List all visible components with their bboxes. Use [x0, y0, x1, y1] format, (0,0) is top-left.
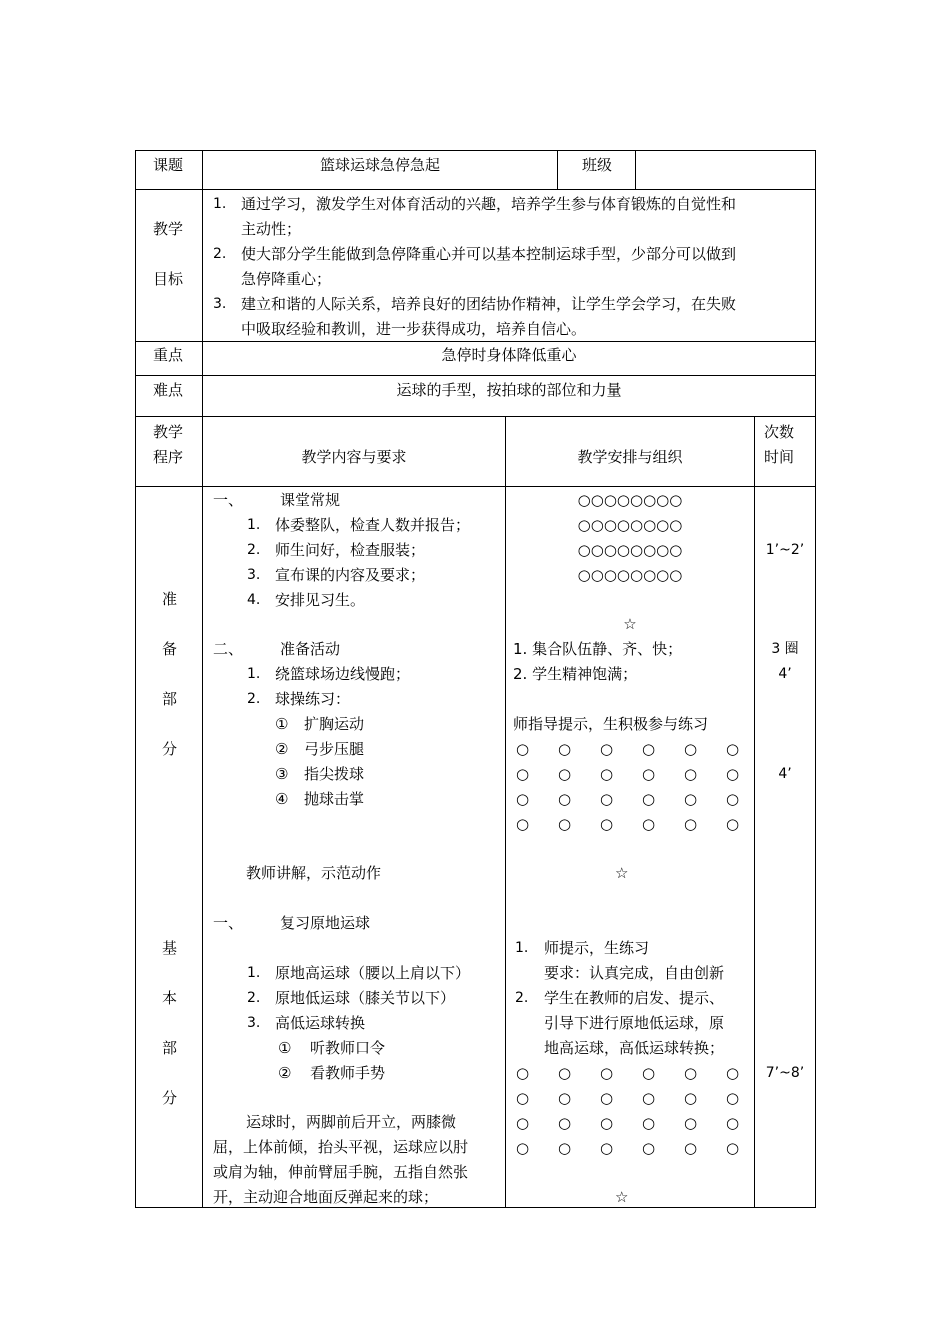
- list-item-num: 1.: [247, 965, 261, 981]
- time-value: 4’: [778, 766, 792, 782]
- teacher-star-icon: ☆: [615, 864, 629, 882]
- circle-mark: ○: [516, 1139, 530, 1157]
- circle-mark: ○: [558, 1114, 572, 1132]
- circle-mark: ○: [684, 1114, 698, 1132]
- circle-mark: ○: [642, 815, 656, 833]
- arrangement-text: 师提示，生练习: [544, 939, 650, 957]
- list-item-num: 1.: [247, 666, 261, 682]
- difficulty-label: 难点: [153, 381, 184, 399]
- circle-mark: ○: [600, 790, 614, 808]
- sub-item: 扩胸运动: [304, 715, 365, 733]
- objective-text: 建立和谐的人际关系，培养良好的团结协作精神，让学生学会学习，在失败: [241, 295, 737, 313]
- objective-num: 2.: [213, 246, 227, 262]
- objective-text: 通过学习，激发学生对体育活动的兴趣，培养学生参与体育锻炼的自觉性和: [241, 195, 737, 213]
- row-divider-difficulty: [135, 375, 815, 376]
- sub-item-num: ③: [275, 765, 289, 783]
- table-border-right: [815, 150, 816, 1208]
- prep-section-char: 准: [162, 590, 178, 608]
- sub-item: 听教师口令: [310, 1039, 386, 1057]
- circle-mark: ○: [516, 790, 530, 808]
- sub-item: 弓步压腿: [304, 740, 365, 758]
- row-divider-objectives: [135, 189, 815, 190]
- circle-mark: ○: [600, 815, 614, 833]
- table-border-left: [135, 150, 136, 1208]
- circle-mark: ○: [642, 1114, 656, 1132]
- table-border-bottom: [135, 1207, 815, 1208]
- col-header-arrangement: 教学安排与组织: [577, 448, 683, 466]
- list-item-num: 2.: [247, 691, 261, 707]
- formation-row: ○○○○○○○○: [577, 541, 683, 559]
- circle-mark: ○: [558, 815, 572, 833]
- formation-row: ○○○○○○○○: [577, 566, 683, 584]
- circle-mark: ○: [642, 1139, 656, 1157]
- list-item-num: 1.: [247, 517, 261, 533]
- basic-section-char: 分: [162, 1089, 178, 1107]
- list-item-num: 3.: [247, 1015, 261, 1031]
- sub-item-num: ④: [275, 790, 289, 808]
- technique-paragraph-line: 或肩为轴，伸前臂屈手腕，五指自然张: [213, 1163, 469, 1181]
- circle-mark: ○: [516, 1114, 530, 1132]
- arrangement-requirement: 要求：认真完成，自由创新: [544, 964, 725, 982]
- teacher-star-icon: ☆: [623, 615, 637, 633]
- circle-mark: ○: [726, 1089, 740, 1107]
- prep-heading-num: 一、: [213, 491, 244, 509]
- list-item: 高低运球转换: [275, 1014, 366, 1032]
- circle-mark: ○: [642, 1089, 656, 1107]
- list-item: 球操练习：: [275, 690, 351, 708]
- topic-value: 篮球运球急停急起: [319, 156, 440, 174]
- circle-mark: ○: [726, 1114, 740, 1132]
- circle-mark: ○: [600, 1089, 614, 1107]
- circle-mark: ○: [558, 1089, 572, 1107]
- circle-mark: ○: [726, 790, 740, 808]
- col-divider-label: [202, 150, 203, 1208]
- requirement-text: 1. 集合队伍静、齐、快；: [513, 640, 683, 658]
- formation-row: ○○○○○○○○: [577, 491, 683, 509]
- formation-row: ○○○○○○○○: [577, 516, 683, 534]
- guide-text: 师指导提示，生积极参与练习: [513, 715, 709, 733]
- laps-value: 3 圈: [771, 641, 799, 657]
- circle-mark: ○: [558, 1139, 572, 1157]
- list-item: 原地低运球（膝关节以下）: [275, 989, 456, 1007]
- sub-item-num: ①: [278, 1039, 292, 1057]
- circle-mark: ○: [684, 1139, 698, 1157]
- arrangement-num: 1.: [515, 940, 529, 956]
- objective-text-cont: 主动性；: [241, 220, 302, 238]
- arrangement-text: 学生在教师的启发、提示、: [544, 989, 725, 1007]
- list-item: 绕篮球场边线慢跑；: [275, 665, 411, 683]
- circle-mark: ○: [642, 765, 656, 783]
- circle-mark: ○: [558, 790, 572, 808]
- sub-item-num: ②: [278, 1064, 292, 1082]
- col-header-seq-2: 程序: [153, 448, 184, 466]
- col-header-time-1: 次数: [764, 423, 795, 441]
- row-divider-body: [135, 486, 815, 487]
- prep-heading: 准备活动: [280, 640, 341, 658]
- prep-heading-num: 二、: [213, 640, 244, 658]
- circle-mark: ○: [516, 1064, 530, 1082]
- basic-section-char: 基: [162, 939, 178, 957]
- objectives-label-2: 目标: [153, 270, 184, 288]
- circle-mark: ○: [558, 740, 572, 758]
- basic-section-char: 本: [162, 989, 178, 1007]
- circle-mark: ○: [600, 1139, 614, 1157]
- circle-mark: ○: [684, 740, 698, 758]
- arrangement-text-cont: 地高运球，高低运球转换；: [544, 1039, 725, 1057]
- technique-paragraph-line: 开，主动迎合地面反弹起来的球；: [213, 1188, 439, 1206]
- circle-mark: ○: [726, 1139, 740, 1157]
- circle-mark: ○: [726, 740, 740, 758]
- topic-label: 课题: [153, 156, 184, 174]
- circle-mark: ○: [600, 1114, 614, 1132]
- circle-mark: ○: [516, 740, 530, 758]
- circle-mark: ○: [642, 740, 656, 758]
- col-header-time-2: 时间: [764, 448, 795, 466]
- circle-mark: ○: [684, 1089, 698, 1107]
- objectives-label-1: 教学: [153, 220, 184, 238]
- list-item-num: 2.: [247, 542, 261, 558]
- prep-heading: 课堂常规: [280, 491, 341, 509]
- circle-mark: ○: [684, 815, 698, 833]
- objective-text-cont: 中吸取经验和教训，进一步获得成功，培养自信心。: [241, 320, 587, 338]
- arrangement-text-cont: 引导下进行原地低运球，原: [544, 1014, 725, 1032]
- technique-paragraph-line: 运球时，两脚前后开立，两膝微: [246, 1113, 457, 1131]
- requirement-text: 2. 学生精神饱满；: [513, 665, 638, 683]
- difficulty-value: 运球的手型，按拍球的部位和力量: [396, 381, 622, 399]
- sub-item: 指尖拨球: [304, 765, 365, 783]
- col-header-content: 教学内容与要求: [301, 448, 407, 466]
- list-item: 体委整队，检查人数并报告；: [275, 516, 471, 534]
- circle-mark: ○: [684, 790, 698, 808]
- list-item: 师生问好，检查服装；: [275, 541, 426, 559]
- row-divider-keypoint: [135, 341, 815, 342]
- key-point-value: 急停时身体降低重心: [441, 346, 577, 364]
- teacher-star-icon: ☆: [615, 1188, 629, 1206]
- basic-heading-num: 一、: [213, 914, 244, 932]
- objective-num: 1.: [213, 196, 227, 212]
- circle-mark: ○: [684, 765, 698, 783]
- time-value: 4’: [778, 666, 792, 682]
- circle-mark: ○: [516, 1089, 530, 1107]
- list-item-num: 3.: [247, 567, 261, 583]
- class-label: 班级: [582, 156, 613, 174]
- list-item: 安排见习生。: [275, 591, 366, 609]
- table-border-top: [135, 150, 815, 151]
- circle-mark: ○: [684, 1064, 698, 1082]
- col-header-seq-1: 教学: [153, 423, 184, 441]
- technique-paragraph-line: 屈，上体前倾，抬头平视，运球应以肘: [213, 1138, 469, 1156]
- prep-section-char: 备: [162, 640, 178, 658]
- circle-grid: [516, 737, 768, 837]
- circle-mark: ○: [600, 765, 614, 783]
- circle-mark: ○: [642, 1064, 656, 1082]
- key-point-label: 重点: [153, 346, 184, 364]
- list-item: 宣布课的内容及要求；: [275, 566, 426, 584]
- circle-mark: ○: [516, 815, 530, 833]
- sub-item-num: ①: [275, 715, 289, 733]
- circle-mark: ○: [558, 765, 572, 783]
- row-divider-columns: [135, 416, 815, 417]
- teacher-note: 教师讲解，示范动作: [246, 864, 382, 882]
- circle-grid: [516, 1061, 768, 1161]
- col-divider-class: [557, 150, 558, 190]
- circle-mark: ○: [726, 1064, 740, 1082]
- circle-mark: ○: [600, 740, 614, 758]
- list-item-num: 2.: [247, 990, 261, 1006]
- prep-section-char: 部: [162, 690, 178, 708]
- circle-mark: ○: [558, 1064, 572, 1082]
- list-item-num: 4.: [247, 592, 261, 608]
- objective-text-cont: 急停降重心；: [241, 270, 332, 288]
- sub-item-num: ②: [275, 740, 289, 758]
- circle-mark: ○: [726, 765, 740, 783]
- arrangement-num: 2.: [515, 990, 529, 1006]
- circle-mark: ○: [726, 815, 740, 833]
- circle-mark: ○: [516, 765, 530, 783]
- basic-section-char: 部: [162, 1039, 178, 1057]
- sub-item: 抛球击掌: [304, 790, 365, 808]
- circle-mark: ○: [600, 1064, 614, 1082]
- objective-num: 3.: [213, 296, 227, 312]
- prep-section-char: 分: [162, 740, 178, 758]
- list-item: 原地高运球（腰以上肩以下）: [275, 964, 471, 982]
- circle-mark: ○: [642, 790, 656, 808]
- objective-text: 使大部分学生能做到急停降重心并可以基本控制运球手型，少部分可以做到: [241, 245, 737, 263]
- col-divider-class-value: [635, 150, 636, 190]
- time-value: 1’~2’: [765, 542, 805, 558]
- basic-heading: 复习原地运球: [280, 914, 371, 932]
- sub-item: 看教师手势: [310, 1064, 386, 1082]
- time-value: 7’~8’: [765, 1065, 805, 1081]
